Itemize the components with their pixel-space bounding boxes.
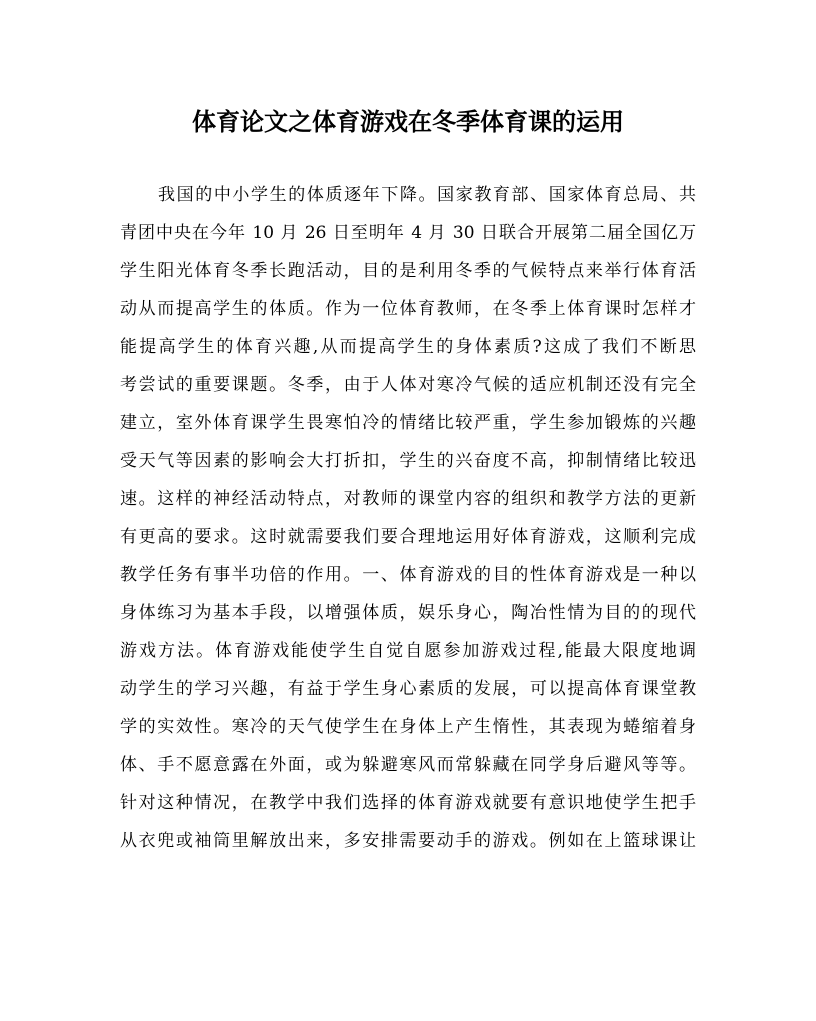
- body-line: 速。这样的神经活动特点，对教师的课堂内容的组织和教学方法的更新: [120, 489, 696, 509]
- body-line: 身体练习为基本手段，以增强体质，娱乐身心，陶冶性情为目的的现代: [120, 603, 696, 623]
- document-body: [120, 176, 696, 860]
- document-title: 体育论文之体育游戏在冬季体育课的运用: [192, 107, 624, 136]
- body-line: 从衣兜或袖筒里解放出来，多安排需要动手的游戏。例如在上篮球课让: [120, 831, 696, 851]
- body-line: 针对这种情况，在教学中我们选择的体育游戏就要有意识地使学生把手: [120, 793, 696, 813]
- body-line: 我国的中小学生的体质逐年下降。国家教育部、国家体育总局、共: [158, 185, 696, 205]
- body-line: 有更高的要求。这时就需要我们要合理地运用好体育游戏，这顺利完成: [120, 527, 696, 547]
- body-line: 动从而提高学生的体质。作为一位体育教师，在冬季上体育课时怎样才: [120, 299, 696, 319]
- body-line: 考尝试的重要课题。冬季，由于人体对寒冷气候的适应机制还没有完全: [120, 375, 696, 395]
- body-line: 教学任务有事半功倍的作用。一、体育游戏的目的性体育游戏是一种以: [120, 565, 696, 585]
- body-line: 青团中央在今年 10 月 26 日至明年 4 月 30 日联合开展第二届全国亿万: [120, 223, 696, 243]
- body-line: 体、手不愿意露在外面，或为躲避寒风而常躲藏在同学身后避风等等。: [120, 755, 696, 775]
- body-line: 建立，室外体育课学生畏寒怕冷的情绪比较严重，学生参加锻炼的兴趣: [120, 413, 696, 433]
- body-line: 学生阳光体育冬季长跑活动，目的是利用冬季的气候特点来举行体育活: [120, 261, 696, 281]
- body-line: 动学生的学习兴趣，有益于学生身心素质的发展，可以提高体育课堂教: [120, 679, 696, 699]
- body-line: 学的实效性。寒冷的天气使学生在身体上产生惰性，其表现为蜷缩着身: [120, 717, 696, 737]
- body-line: 游戏方法。体育游戏能使学生自觉自愿参加游戏过程,能最大限度地调: [120, 641, 696, 661]
- body-line: 受天气等因素的影响会大打折扣，学生的兴奋度不高，抑制情绪比较迅: [120, 451, 696, 471]
- body-line: 能提高学生的体育兴趣,从而提高学生的身体素质?这成了我们不断思: [120, 337, 696, 357]
